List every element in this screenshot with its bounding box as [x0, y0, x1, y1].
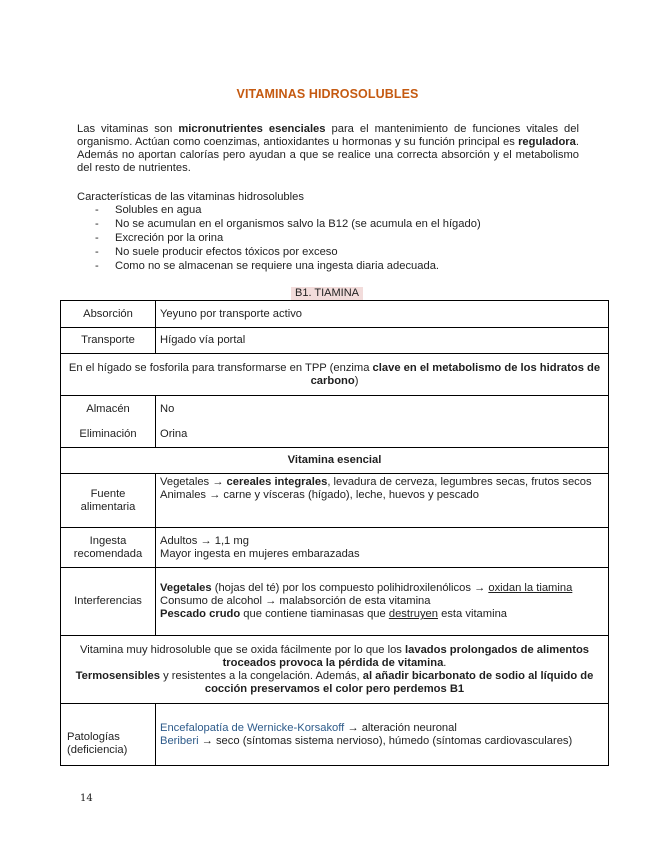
- table-row: [61, 423, 609, 448]
- oxida-text-e: y resistentes a la congelación. Además,: [160, 669, 363, 682]
- fuente-line-2: Animales → carne y vísceras (hígado), leche, huevos y pescado: [160, 489, 480, 501]
- interferencias-text-g: esta vitamina: [438, 608, 508, 620]
- characteristics-list: [77, 204, 481, 274]
- label-almacen: Almacén: [61, 396, 156, 423]
- patologias-line-2: [160, 735, 604, 748]
- oxida-note: [61, 636, 609, 704]
- value-ingesta: [156, 528, 609, 568]
- intro-bold-2: reguladora: [518, 136, 576, 148]
- oxida-text-c: .: [443, 656, 447, 669]
- list-dash: -: [95, 246, 99, 258]
- list-dash: -: [95, 260, 99, 272]
- list-item-text: Excreción por la orina: [115, 232, 224, 244]
- section-heading-b1: B1. TIAMINA: [291, 287, 363, 300]
- vitamin-b1-table: [60, 300, 609, 766]
- list-item: [77, 232, 481, 246]
- label-absorcion: Absorción: [61, 301, 156, 328]
- value-absorcion: Yeyuno por transporte activo: [156, 301, 609, 328]
- value-transporte: Hígado vía portal: [156, 328, 609, 354]
- value-almacen: No: [156, 396, 609, 423]
- vitamina-esencial: Vitamina esencial: [61, 448, 609, 474]
- list-item-text: No se acumulan en el organismos salvo la B12 (se acumula en el hígado): [115, 218, 481, 230]
- patologias-text-d: → seco (síntomas sistema nervioso), húmedo (síntomas cardiovasculares): [198, 734, 573, 747]
- label-fuente: Fuente alimentaria: [61, 474, 156, 528]
- table-row: [61, 636, 609, 704]
- value-patologias: [156, 704, 609, 766]
- higado-text-b: clave en el metabolismo de los hidratos de carbono: [310, 361, 601, 387]
- higado-text-c: ): [354, 374, 359, 387]
- value-fuente: [156, 474, 609, 528]
- value-eliminacion: Orina: [156, 423, 609, 448]
- list-item-text: No suele producir efectos tóxicos por exceso: [115, 246, 338, 258]
- list-item-text: Como no se almacenan se requiere una ingesta diaria adecuada.: [115, 260, 440, 272]
- table-row: [61, 704, 609, 766]
- intro-text-1: Las vitaminas son: [77, 123, 179, 135]
- interferencias-line-3: [160, 608, 604, 621]
- label-eliminacion: Eliminación: [61, 423, 156, 448]
- oxida-text-f: al añadir bicarbonato de sodio al líquido de cocción preservamos el color pero perdemos B1: [204, 669, 594, 695]
- label-patologias: Patologías (deficiencia): [61, 704, 156, 766]
- value-interferencias: [156, 568, 609, 636]
- list-dash: -: [95, 204, 99, 216]
- list-item: [77, 204, 481, 218]
- table-row: [61, 396, 609, 423]
- higado-note: [61, 354, 609, 396]
- interferencias-line-2: Consumo de alcohol → malabsorción de esta vitamina: [160, 595, 431, 607]
- interferencias-text-a: Vegetales: [160, 582, 212, 594]
- label-ingesta: Ingesta recomendada: [61, 528, 156, 568]
- list-item: [77, 218, 481, 232]
- fuente-line-1: [160, 476, 604, 489]
- list-dash: -: [95, 232, 99, 244]
- intro-paragraph: [77, 123, 579, 175]
- label-transporte: Transporte: [61, 328, 156, 354]
- oxida-text-a: Vitamina muy hidrosoluble que se oxida fácilmente por lo que los: [79, 643, 406, 656]
- patologias-text-a: Encefalopatía de Wernicke-Korsakoff: [160, 721, 345, 734]
- fuente-text-c: , levadura de cerveza, legumbres secas, frutos secos: [327, 476, 592, 488]
- table-row: [61, 528, 609, 568]
- list-item: [77, 246, 481, 260]
- interferencias-text-d: Pescado crudo: [160, 608, 241, 620]
- list-dash: -: [95, 218, 99, 230]
- oxida-line-2: [71, 670, 598, 696]
- interferencias-text-b: (hojas del té) por los compuesto polihidroxilenólicos →: [211, 582, 489, 594]
- intro-text-2: para el mantenimiento de funciones vitales del organismo. Actúan como coenzimas, antioxidantes u hormonas y su función principal es: [77, 123, 579, 148]
- label-interferencias: Interferencias: [61, 568, 156, 636]
- interferencias-text-c: oxidan la tiamina: [488, 582, 573, 594]
- patologias-line-1: [160, 722, 604, 735]
- interferencias-text-e: que contiene tiaminasas que: [240, 608, 389, 620]
- table-row: [61, 301, 609, 328]
- table-row: [61, 354, 609, 396]
- list-item: [77, 260, 481, 274]
- interferencias-line-1: [160, 582, 604, 595]
- fuente-text-a: Vegetales →: [160, 476, 227, 488]
- table-row: [61, 328, 609, 354]
- ingesta-line-2: Mayor ingesta en mujeres embarazadas: [160, 547, 360, 560]
- page-title: VITAMINAS HIDROSOLUBLES: [236, 87, 419, 101]
- list-item-text: Solubles en agua: [115, 204, 202, 216]
- oxida-text-d: Termosensibles: [75, 669, 160, 682]
- oxida-line-1: [71, 644, 598, 670]
- table-row: [61, 568, 609, 636]
- fuente-text-b: cereales integrales: [226, 476, 328, 488]
- intro-text-3: . Además no aportan calorías pero ayudan a que se realice una correcta absorción y el metabolismo del resto de nutrientes.: [77, 136, 579, 174]
- oxida-text-b: lavados prolongados de alimentos troceados provoca la pérdida de vitamina: [222, 643, 590, 669]
- intro-bold-1: micronutrientes esenciales: [178, 123, 326, 135]
- ingesta-line-1: Adultos → 1,1 mg: [160, 534, 249, 547]
- patologias-text-c: Beriberi: [160, 734, 199, 747]
- characteristics-title: Características de las vitaminas hidrosolubles: [77, 191, 304, 203]
- higado-text-a: En el hígado se fosforila para transformarse en TPP (enzima: [68, 361, 373, 374]
- page-number: 14: [80, 793, 93, 804]
- table-row: [61, 448, 609, 474]
- table-row: [61, 474, 609, 528]
- interferencias-text-f: destruyen: [388, 608, 438, 620]
- patologias-text-b: → alteración neuronal: [344, 721, 457, 734]
